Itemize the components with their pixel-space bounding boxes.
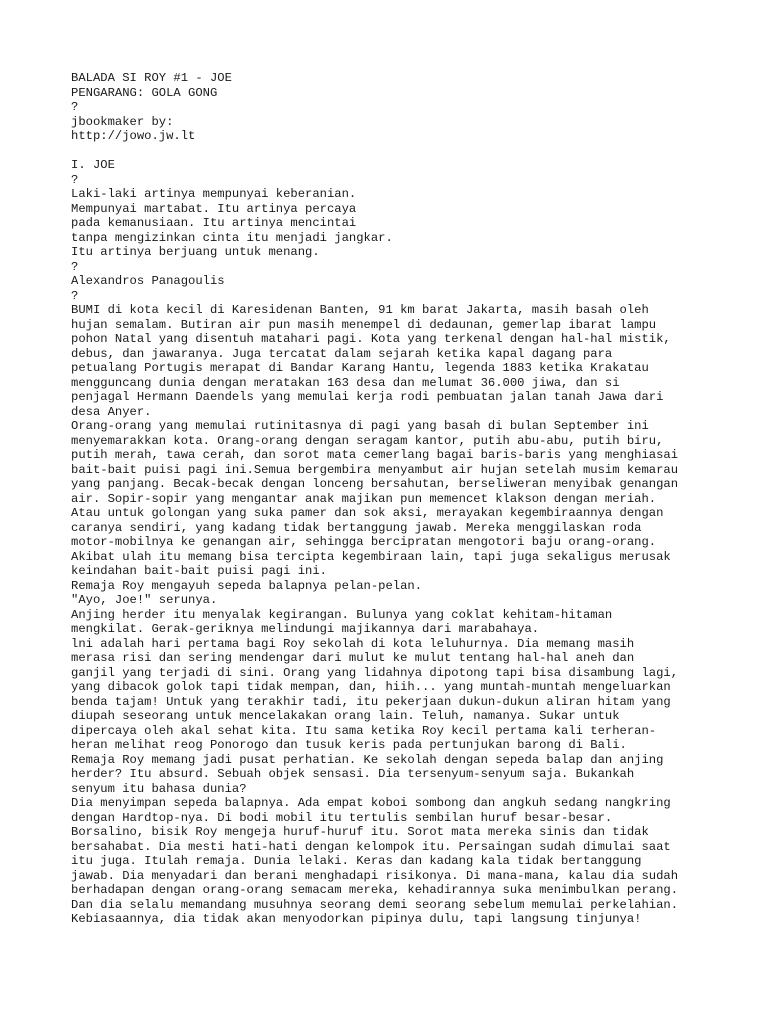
- body-line: air. Sopir-sopir yang mengantar anak majikan pun memencet klakson dengan meriah.: [71, 491, 657, 506]
- body-line: mengkilat. Gerak-geriknya melindungi majikannya dari marabahaya.: [71, 622, 540, 636]
- body-line: Dan dia selalu memandang musuhnya seorang demi seorang sebelum memulai perkelahian.: [71, 897, 679, 912]
- body-line: pohon Natal yang disentuh matahari pagi. Kota yang terkenal dengan hal-hal mistik,: [71, 332, 671, 346]
- body-line: bait-bait puisi pagi ini.Semua bergembira menyambut air hujan setelah musim kemarau: [71, 462, 679, 477]
- book-title: BALADA SI ROY #1 - JOE: [71, 71, 232, 85]
- chapter-heading: I. JOE: [71, 158, 115, 172]
- body-line: yang panjang. Becak-becak dengan lonceng bersahutan, berseliweran menyibak genangan: [71, 477, 679, 491]
- body-line: bersahabat. Dia mesti hati-hati dengan kelompok itu. Persaingan sudah dimulai saat: [71, 839, 671, 854]
- body-line: dengan Hardtop-nya. Di bodi mobil itu tertulis sembilan huruf besar-besar.: [71, 810, 613, 825]
- body-line: diupah seseorang untuk mencelakakan orang lain. Teluh, namanya. Sukar untuk: [71, 709, 620, 723]
- body-line: berhadapan dengan orang-orang semacam mereka, kehadirannya suka menimbulkan perang.: [71, 883, 679, 897]
- body-line: desa Anyer.: [71, 404, 152, 419]
- body-line: Kebiasaannya, dia tidak akan menyodorkan pipinya dulu, tapi langsung tinjunya!: [71, 912, 642, 926]
- epigraph-author: Alexandros Panagoulis: [71, 274, 225, 288]
- body-line: yang dibacok golok tapi tidak mempan, dan, hiih... yang muntah-muntah mengeluarkan: [71, 680, 671, 694]
- document-page: [71, 71, 711, 927]
- body-line: lni adalah hari pertama bagi Roy sekolah di kota leluhurnya. Dia memang masih: [71, 636, 635, 651]
- body-line: benda tajam! Untuk yang terakhir tadi, itu pekerjaan dukun-dukun aliran hitam yang: [71, 694, 671, 709]
- body-line: Remaja Roy memang jadi pusat perhatian. Ke sekolah dengan sepeda balap dan anjing: [71, 752, 664, 767]
- separator: ?: [71, 259, 79, 274]
- epigraph-line: Laki-laki artinya mempunyai keberanian.: [71, 187, 357, 201]
- body-line: Atau untuk golongan yang suka pamer dan sok aksi, merayakan kegembiraannya dengan: [71, 506, 664, 520]
- body-text: [71, 303, 711, 927]
- body-line: mengguncang dunia dengan meratakan 163 desa dan melumat 36.000 jiwa, dan si: [71, 375, 620, 390]
- separator: ?: [71, 288, 79, 303]
- body-line: Anjing herder itu menyalak kegirangan. Bulunya yang coklat kehitam-hitaman: [71, 607, 613, 622]
- body-line: hujan semalam. Butiran air pun masih menempel di dedaunan, gemerlap ibarat lampu: [71, 317, 657, 332]
- body-line: keindahan bait-bait puisi pagi ini.: [71, 564, 327, 578]
- maker-line: jbookmaker by:: [71, 114, 174, 129]
- body-line: Orang-orang yang memulai rutinitasnya di pagi yang basah di bulan September ini: [71, 419, 649, 433]
- body-line: merasa risi dan sering mendengar dari mulut ke mulut tentang hal-hal aneh dan: [71, 651, 635, 665]
- source-url: http://jowo.jw.lt: [71, 129, 196, 143]
- body-line: Dia menyimpan sepeda balapnya. Ada empat koboi sombong dan angkuh sedang nangkring: [71, 796, 671, 810]
- body-line: penjagal Hermann Daendels yang memulai kerja rodi pembuatan jalan tanah Jawa dari: [71, 390, 664, 404]
- body-line: herder? Itu absurd. Sebuah objek sensasi. Dia tersenyum-senyum saja. Bukankah: [71, 767, 635, 781]
- body-line: petualang Portugis merapat di Bandar Karang Hantu, legenda 1883 ketika Krakatau: [71, 361, 649, 375]
- author-line: PENGARANG: GOLA GONG: [71, 85, 218, 100]
- body-line: ganjil yang terjadi di sini. Orang yang lidahnya dipotong tapi bisa disambung lagi,: [71, 665, 679, 680]
- body-line: BUMI di kota kecil di Karesidenan Banten, 91 km barat Jakarta, masih basah oleh: [71, 303, 649, 317]
- body-line: caranya sendiri, yang kadang tidak bertanggung jawab. Mereka menggilaskan roda: [71, 520, 642, 535]
- separator: ?: [71, 172, 79, 187]
- body-line: debus, dan jawaranya. Juga tercatat dalam sejarah ketika kapal dagang para: [71, 346, 613, 361]
- body-line: itu juga. Itulah remaja. Dunia lelaki. Keras dan kadang kala tidak bertanggung: [71, 854, 642, 868]
- body-line: senyum itu bahasa dunia?: [71, 781, 247, 796]
- body-line: "Ayo, Joe!" serunya.: [71, 593, 218, 607]
- body-line: heran melihat reog Ponorogo dan tusuk keris pada pertunjukan barong di Bali.: [71, 738, 627, 752]
- body-line: Remaja Roy mengayuh sepeda balapnya pelan-pelan.: [71, 578, 423, 593]
- body-line: Akibat ulah itu memang bisa tercipta kegembiraan lain, tapi juga sekaligus merusak: [71, 549, 671, 564]
- separator: ?: [71, 100, 79, 114]
- body-line: motor-mobilnya ke genangan air, sehingga bercipratan mengotori baju orang-orang.: [71, 535, 657, 549]
- body-line: Borsalino, bisik Roy mengeja huruf-huruf itu. Sorot mata mereka sinis dan tidak: [71, 825, 649, 839]
- blank-line: [71, 144, 711, 159]
- body-line: putih merah, tawa cerah, dan sorot mata cemerlang bagai baris-baris yang menghiasai: [71, 448, 679, 462]
- epigraph-line: Itu artinya berjuang untuk menang.: [71, 245, 320, 259]
- epigraph-line: tanpa mengizinkan cinta itu menjadi jangkar.: [71, 230, 393, 245]
- epigraph-line: pada kemanusiaan. Itu artinya mencintai: [71, 216, 357, 230]
- epigraph-line: Mempunyai martabat. Itu artinya percaya: [71, 201, 357, 216]
- body-line: jawab. Dia menyadari dan berani menghadapi risikonya. Di mana-mana, kalau dia sudah: [71, 868, 679, 883]
- body-line: dipercaya oleh akal sehat kita. Itu sama ketika Roy kecil pertama kali terheran-: [71, 723, 657, 738]
- body-line: menyemarakkan kota. Orang-orang dengan seragam kantor, putih abu-abu, putih biru,: [71, 433, 664, 448]
